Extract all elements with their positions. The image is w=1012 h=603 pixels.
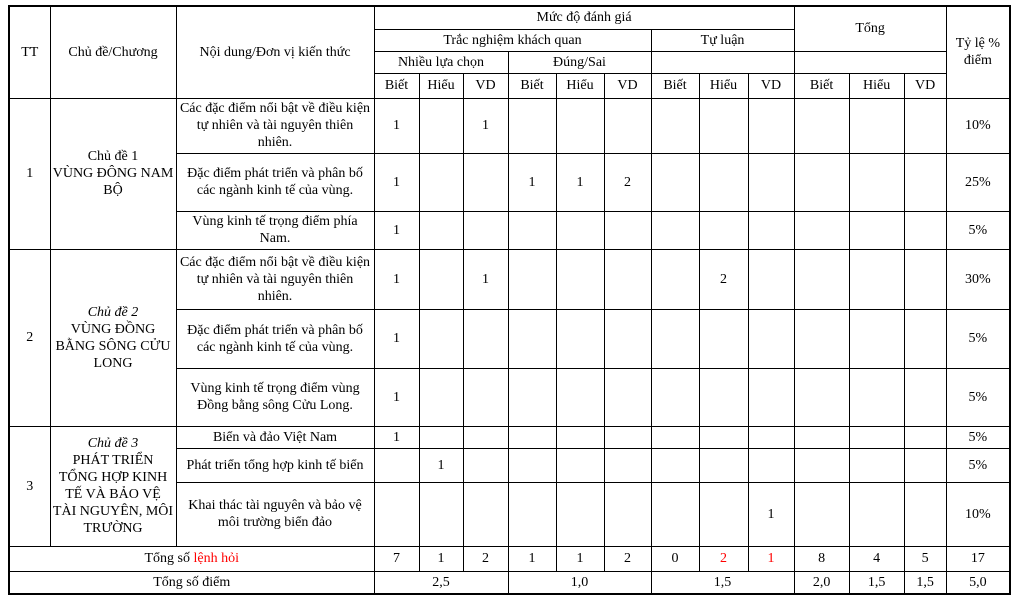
footer-score-cell: 1,5 [904,571,946,594]
percent-cell: 25% [946,153,1010,211]
footer-count-cell: 2 [463,546,508,571]
topic-name: PHÁT TRIỂN TỔNG HỢP KINH TẾ VÀ BẢO VỆ TÀI NGUYÊN, MÔI TRƯỜNG [52,453,174,536]
footer-count-cell: 2 [699,546,748,571]
footer-count-cell: 0 [651,546,699,571]
count-cell [463,309,508,368]
topic-number: 3 [9,426,50,546]
count-cell [794,426,849,448]
footer-count-cell: 2 [604,546,651,571]
footer-score-cell: 1,5 [651,571,794,594]
count-cell: 1 [374,368,419,426]
topic-subtitle: Chủ đề 3 [87,436,139,451]
footer-count-cell: 5 [904,546,946,571]
header-ty-le-diem: Tỷ lệ % điểm [946,6,1010,98]
header-nhieu-lua-chon: Nhiều lựa chọn [374,51,508,73]
count-cell [748,249,794,309]
count-cell: 2 [699,249,748,309]
footer-total-questions: 17 [946,546,1010,571]
header-level-vd: VD [463,73,508,98]
count-cell [849,153,904,211]
content-cell: Đặc điểm phát triển và phân bố các ngành kinh tế của vùng. [176,309,374,368]
count-cell [419,368,463,426]
count-cell [904,482,946,546]
content-cell: Các đặc điểm nổi bật về điều kiện tự nhiên và tài nguyên thiên nhiên. [176,98,374,153]
count-cell [699,98,748,153]
count-cell [849,426,904,448]
header-level-biet: Biết [651,73,699,98]
count-cell [904,249,946,309]
count-cell [604,448,651,482]
count-cell: 2 [604,153,651,211]
count-cell [463,426,508,448]
topic-name: VÙNG ĐỒNG BẰNG SÔNG CỬU LONG [55,321,171,371]
count-cell [556,448,604,482]
count-cell [604,98,651,153]
footer-count-cell: 4 [849,546,904,571]
count-cell: 1 [508,153,556,211]
header-empty-tong [794,51,946,73]
count-cell [651,426,699,448]
count-cell [904,368,946,426]
count-cell: 1 [374,153,419,211]
count-cell: 1 [419,448,463,482]
count-cell [508,98,556,153]
count-cell [556,98,604,153]
count-cell [604,368,651,426]
percent-cell: 10% [946,482,1010,546]
header-muc-do-danh-gia: Mức độ đánh giá [374,6,794,29]
header-level-hieu: Hiểu [699,73,748,98]
count-cell [419,98,463,153]
percent-cell: 10% [946,98,1010,153]
count-cell [419,153,463,211]
topic-subtitle: Chủ đề 1 [87,149,139,164]
footer-score-cell: 2,5 [374,571,508,594]
header-trac-nghiem-khach-quan: Trắc nghiệm khách quan [374,29,651,51]
footer-count-cell: 7 [374,546,419,571]
footer-count-cell: 1 [748,546,794,571]
count-cell [374,482,419,546]
percent-cell: 5% [946,368,1010,426]
count-cell [604,249,651,309]
count-cell [748,153,794,211]
content-cell: Khai thác tài nguyên và bảo vệ môi trường biển đảo [176,482,374,546]
count-cell [849,368,904,426]
count-cell [849,98,904,153]
count-cell [794,211,849,249]
count-cell [748,448,794,482]
count-cell [463,482,508,546]
count-cell [419,249,463,309]
count-cell [904,98,946,153]
count-cell [748,368,794,426]
footer-score-cell: 1,0 [508,571,651,594]
count-cell: 1 [463,249,508,309]
header-empty-tu-luan [651,51,794,73]
footer-lenh-hoi-label-black: Tổng số [144,551,194,566]
topic-title [50,98,176,249]
count-cell [556,368,604,426]
count-cell [556,426,604,448]
count-cell [849,211,904,249]
count-cell [794,368,849,426]
footer-total-score: 5,0 [946,571,1010,594]
count-cell [849,249,904,309]
count-cell: 1 [374,249,419,309]
count-cell: 1 [556,153,604,211]
count-cell [508,368,556,426]
count-cell [556,249,604,309]
count-cell [651,309,699,368]
header-level-hieu: Hiểu [849,73,904,98]
count-cell: 1 [463,98,508,153]
count-cell [374,448,419,482]
count-cell [419,426,463,448]
count-cell [849,309,904,368]
count-cell: 1 [374,426,419,448]
count-cell [463,211,508,249]
header-level-biet: Biết [794,73,849,98]
count-cell [904,153,946,211]
content-cell: Biển và đảo Việt Nam [176,426,374,448]
count-cell [794,448,849,482]
footer-score-cell: 1,5 [849,571,904,594]
header-level-hieu: Hiểu [419,73,463,98]
content-cell: Phát triển tổng hợp kinh tế biển [176,448,374,482]
footer-count-cell: 1 [419,546,463,571]
count-cell [508,309,556,368]
count-cell [748,211,794,249]
count-cell [699,482,748,546]
count-cell [904,211,946,249]
topic-subtitle: Chủ đề 2 [87,304,139,320]
count-cell [419,482,463,546]
count-cell [651,482,699,546]
count-cell [651,153,699,211]
count-cell [651,368,699,426]
count-cell [463,153,508,211]
count-cell [904,309,946,368]
header-level-biet: Biết [374,73,419,98]
count-cell [748,426,794,448]
footer-count-cell: 1 [508,546,556,571]
footer-diem-label: Tổng số điểm [9,571,374,594]
topic-number: 2 [9,249,50,426]
count-cell [904,426,946,448]
count-cell [508,426,556,448]
count-cell: 1 [374,309,419,368]
assessment-matrix-table [8,5,1011,595]
header-chu-de-chuong: Chủ đề/Chương [50,6,176,98]
header-level-hieu: Hiểu [556,73,604,98]
percent-cell: 5% [946,211,1010,249]
count-cell [604,482,651,546]
count-cell [651,448,699,482]
header-tu-luan: Tự luận [651,29,794,51]
count-cell [849,448,904,482]
header-dung-sai: Đúng/Sai [508,51,651,73]
count-cell [794,482,849,546]
count-cell [463,368,508,426]
header-level-biet: Biết [508,73,556,98]
count-cell [699,448,748,482]
footer-lenh-hoi-label-red: lệnh hỏi [193,551,239,566]
count-cell [604,309,651,368]
footer-count-cell: 1 [556,546,604,571]
header-tt: TT [9,6,50,98]
count-cell [419,309,463,368]
count-cell [699,153,748,211]
count-cell [508,249,556,309]
header-level-vd: VD [904,73,946,98]
count-cell [556,309,604,368]
content-cell: Vùng kinh tế trọng điểm vùng Đồng bằng sông Cửu Long. [176,368,374,426]
percent-cell: 30% [946,249,1010,309]
count-cell [604,211,651,249]
content-cell: Các đặc điểm nổi bật về điều kiện tự nhiên và tài nguyên thiên nhiên. [176,249,374,309]
count-cell [794,153,849,211]
footer-count-cell: 8 [794,546,849,571]
percent-cell: 5% [946,448,1010,482]
count-cell [463,448,508,482]
count-cell [794,98,849,153]
count-cell [556,211,604,249]
topic-title [50,249,176,426]
count-cell [904,448,946,482]
footer-score-cell: 2,0 [794,571,849,594]
count-cell [748,309,794,368]
count-cell [651,98,699,153]
count-cell [508,211,556,249]
topic-title [50,426,176,546]
content-cell: Đặc điểm phát triển và phân bố các ngành kinh tế của vùng. [176,153,374,211]
topic-name: VÙNG ĐÔNG NAM BỘ [52,166,174,198]
count-cell: 1 [374,98,419,153]
count-cell [699,309,748,368]
count-cell [748,98,794,153]
header-tong: Tổng [794,6,946,51]
count-cell: 1 [374,211,419,249]
count-cell [419,211,463,249]
count-cell [651,211,699,249]
count-cell [508,482,556,546]
count-cell [699,211,748,249]
count-cell [604,426,651,448]
count-cell [651,249,699,309]
percent-cell: 5% [946,426,1010,448]
count-cell [699,426,748,448]
count-cell [794,309,849,368]
content-cell: Vùng kinh tế trọng điểm phía Nam. [176,211,374,249]
header-level-vd: VD [604,73,651,98]
count-cell [794,249,849,309]
count-cell [699,368,748,426]
count-cell: 1 [748,482,794,546]
document-page [0,5,1012,603]
count-cell [556,482,604,546]
count-cell [508,448,556,482]
topic-number: 1 [9,98,50,249]
percent-cell: 5% [946,309,1010,368]
footer-lenh-hoi-label [9,546,374,571]
header-level-vd: VD [748,73,794,98]
count-cell [849,482,904,546]
header-noi-dung: Nội dung/Đơn vị kiến thức [176,6,374,98]
